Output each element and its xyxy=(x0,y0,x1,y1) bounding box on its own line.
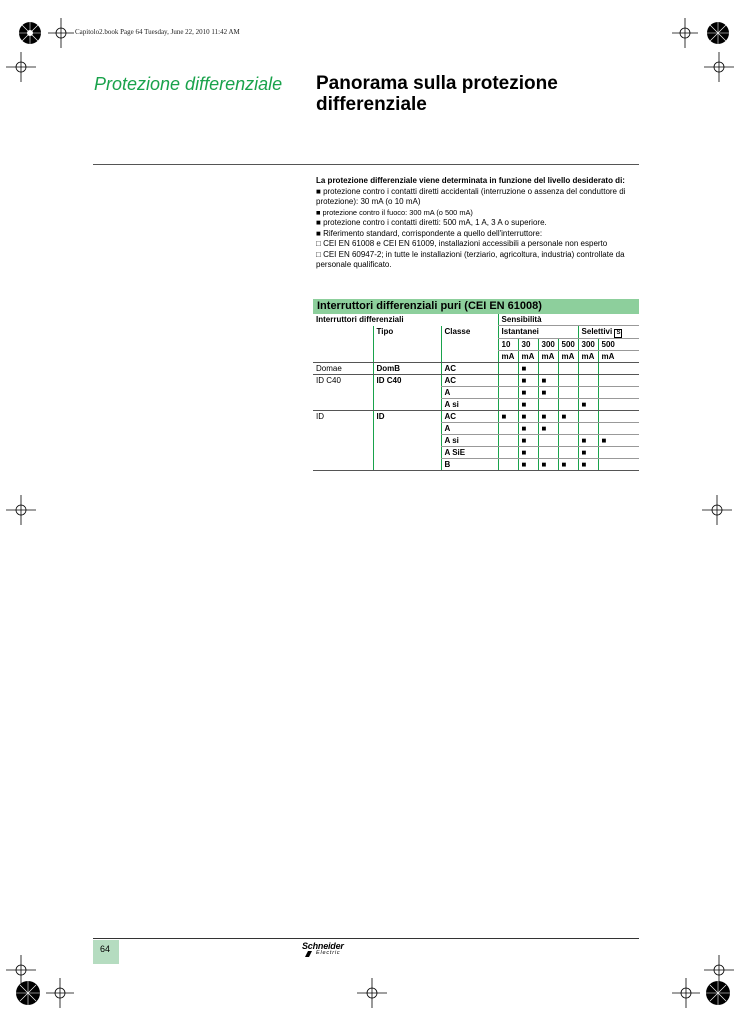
unit-label: mA xyxy=(578,351,598,363)
filled-square-icon: ■ xyxy=(538,375,558,387)
filled-square-icon: ■ xyxy=(598,435,639,447)
header-row xyxy=(313,351,639,363)
crosshair-icon xyxy=(48,18,74,48)
filled-square-icon: ■ xyxy=(558,459,578,471)
row-tipo xyxy=(373,399,441,411)
table-row xyxy=(313,423,639,435)
intro-item-text: protezione contro il fuoco: 300 mA (o 500 mA) xyxy=(322,207,473,217)
bullet: ■ xyxy=(316,207,323,217)
row-tipo xyxy=(373,387,441,399)
intro-item xyxy=(316,250,646,271)
row-classe: AC xyxy=(441,411,498,423)
filled-square-icon: ■ xyxy=(558,411,578,423)
registration-mark-icon xyxy=(10,976,46,1010)
intro-list xyxy=(316,187,646,271)
row-product xyxy=(313,435,373,447)
empty-cell xyxy=(538,399,558,411)
intro-item xyxy=(316,208,646,219)
header-istantanei: Istantanei xyxy=(498,326,578,339)
crosshair-icon xyxy=(702,495,732,525)
empty-cell xyxy=(558,435,578,447)
header-spacer xyxy=(441,351,498,363)
empty-cell xyxy=(598,399,639,411)
empty-cell xyxy=(598,423,639,435)
filled-square-icon: ■ xyxy=(518,375,538,387)
header-row xyxy=(313,339,639,351)
filled-square-icon: ■ xyxy=(518,399,538,411)
header-spacer xyxy=(313,351,373,363)
filled-square-icon: ■ xyxy=(518,435,538,447)
intro-lead: La protezione differenziale viene determinata in funzione del livello desiderato di: xyxy=(316,176,625,185)
empty-cell xyxy=(498,363,518,375)
unit-label: mA xyxy=(538,351,558,363)
intro-item xyxy=(316,239,646,250)
row-tipo xyxy=(373,435,441,447)
row-product xyxy=(313,387,373,399)
registration-mark-icon xyxy=(700,976,736,1010)
empty-cell xyxy=(558,399,578,411)
table-row xyxy=(313,459,639,471)
filled-square-icon: ■ xyxy=(578,459,598,471)
filled-square-icon: ■ xyxy=(538,387,558,399)
empty-cell xyxy=(498,375,518,387)
header-spacer xyxy=(441,339,498,351)
sensitivity-table xyxy=(313,314,639,471)
intro-item-text: protezione contro i contatti diretti: 500 mA, 1 A, 3 A o superiore. xyxy=(323,218,547,227)
filled-square-icon: ■ xyxy=(518,363,538,375)
electric-logo-icon xyxy=(303,950,314,958)
crosshair-icon xyxy=(672,978,700,1008)
table-title: Interruttori differenziali puri (CEI EN 61008) xyxy=(317,300,542,312)
crosshair-icon xyxy=(46,978,74,1008)
crosshair-icon xyxy=(672,18,698,48)
header-spacer xyxy=(313,326,373,339)
filled-square-icon: ■ xyxy=(538,459,558,471)
row-product xyxy=(313,399,373,411)
crosshair-icon xyxy=(6,52,36,82)
empty-cell xyxy=(598,387,639,399)
empty-cell xyxy=(578,423,598,435)
top-rule xyxy=(93,164,639,165)
header-spacer xyxy=(373,339,441,351)
row-tipo: ID xyxy=(373,411,441,423)
empty-cell xyxy=(558,375,578,387)
filled-square-icon: ■ xyxy=(578,399,598,411)
bullet: □ xyxy=(316,249,324,259)
sensitivity-value: 300 xyxy=(578,339,598,351)
empty-cell xyxy=(558,363,578,375)
table-row xyxy=(313,411,639,423)
empty-cell xyxy=(498,435,518,447)
header-classe: Classe xyxy=(441,326,498,339)
row-product: Domae xyxy=(313,363,373,375)
unit-label: mA xyxy=(598,351,639,363)
intro-text xyxy=(316,176,646,271)
row-classe: AC xyxy=(441,363,498,375)
empty-cell xyxy=(498,399,518,411)
row-tipo: ID C40 xyxy=(373,375,441,387)
row-classe: A SiE xyxy=(441,447,498,459)
header-sensitivity: Sensibilità xyxy=(498,314,639,326)
filled-square-icon: ■ xyxy=(498,411,518,423)
filled-square-icon: ■ xyxy=(578,447,598,459)
table-row xyxy=(313,375,639,387)
section-title: Protezione differenziale xyxy=(94,74,283,94)
intro-item-text: protezione contro i contatti diretti accidentali (interruzione o assenza del conduttore di protezione): 30 mA (o 10 mA) xyxy=(316,186,626,206)
header-tipo: Tipo xyxy=(373,326,441,339)
row-product xyxy=(313,459,373,471)
row-classe: A xyxy=(441,423,498,435)
filled-square-icon: ■ xyxy=(538,411,558,423)
header-row xyxy=(313,326,639,339)
filled-square-icon: ■ xyxy=(518,411,538,423)
unit-label: mA xyxy=(518,351,538,363)
empty-cell xyxy=(598,459,639,471)
print-header-line: Capitolo2.book Page 64 Tuesday, June 22, 2010 11:42 AM xyxy=(75,28,240,36)
brand-subname: Electric xyxy=(316,950,341,956)
intro-item xyxy=(316,218,646,229)
filled-square-icon: ■ xyxy=(578,435,598,447)
row-product: ID C40 xyxy=(316,376,341,385)
bullet: ■ xyxy=(316,186,324,196)
sensitivity-value: 500 xyxy=(558,339,578,351)
row-classe: AC xyxy=(441,375,498,387)
empty-cell xyxy=(538,363,558,375)
intro-item-text: CEI EN 61008 e CEI EN 61009, installazioni accessibili a personale non esperto xyxy=(323,239,608,248)
page-number: 64 xyxy=(100,944,111,954)
header-group: Interruttori differenziali xyxy=(316,315,404,324)
empty-cell xyxy=(578,411,598,423)
sensitivity-value: 300 xyxy=(538,339,558,351)
bullet: ■ xyxy=(316,218,324,227)
sensitivity-value: 10 xyxy=(498,339,518,351)
empty-cell xyxy=(538,447,558,459)
row-product: ID xyxy=(316,412,324,421)
intro-item-text: CEI EN 60947-2; in tutte le installazioni (terziario, agricoltura, industria) controllate da personale qualificato. xyxy=(316,249,625,269)
sensitivity-value: 500 xyxy=(598,339,639,351)
header-selettivi: Selettivi S xyxy=(578,326,639,339)
row-classe: A si xyxy=(441,399,498,411)
crosshair-icon xyxy=(357,978,387,1008)
empty-cell xyxy=(578,387,598,399)
filled-square-icon: ■ xyxy=(518,423,538,435)
row-tipo: DomB xyxy=(373,363,441,375)
row-classe: B xyxy=(441,459,498,471)
header-spacer xyxy=(373,351,441,363)
intro-item xyxy=(316,229,646,240)
sensitivity-value: 30 xyxy=(518,339,538,351)
bullet: □ xyxy=(316,239,324,248)
empty-cell xyxy=(578,375,598,387)
filled-square-icon: ■ xyxy=(518,387,538,399)
empty-cell xyxy=(498,459,518,471)
selettivi-symbol-icon: S xyxy=(616,330,621,336)
brand-name: Schneider xyxy=(302,941,344,951)
filled-square-icon: ■ xyxy=(538,423,558,435)
table-row xyxy=(313,399,639,411)
empty-cell xyxy=(598,363,639,375)
empty-cell xyxy=(558,447,578,459)
crosshair-icon xyxy=(704,52,734,82)
bottom-rule xyxy=(93,938,639,939)
row-tipo xyxy=(373,447,441,459)
row-classe: A si xyxy=(441,435,498,447)
table-row xyxy=(313,447,639,459)
bullet: ■ xyxy=(316,228,324,238)
table-row xyxy=(313,435,639,447)
empty-cell xyxy=(598,411,639,423)
empty-cell xyxy=(558,387,578,399)
row-product xyxy=(313,423,373,435)
filled-square-icon: ■ xyxy=(518,459,538,471)
brand-logo xyxy=(302,941,356,959)
table-row xyxy=(313,387,639,399)
registration-mark-icon xyxy=(700,18,736,48)
empty-cell xyxy=(558,423,578,435)
row-tipo xyxy=(373,423,441,435)
intro-item-text: Riferimento standard, corrispondente a quello dell'interruttore: xyxy=(323,228,543,238)
registration-mark-icon xyxy=(12,18,48,48)
empty-cell xyxy=(598,375,639,387)
crosshair-icon xyxy=(6,495,36,525)
empty-cell xyxy=(498,423,518,435)
empty-cell xyxy=(498,387,518,399)
table-row xyxy=(313,363,639,375)
empty-cell xyxy=(598,447,639,459)
empty-cell xyxy=(498,447,518,459)
row-classe: A xyxy=(441,387,498,399)
header-spacer xyxy=(313,339,373,351)
empty-cell xyxy=(538,435,558,447)
unit-label: mA xyxy=(498,351,518,363)
filled-square-icon: ■ xyxy=(518,447,538,459)
row-product xyxy=(313,447,373,459)
row-tipo xyxy=(373,459,441,471)
empty-cell xyxy=(578,363,598,375)
unit-label: mA xyxy=(558,351,578,363)
intro-item xyxy=(316,187,646,208)
header-row xyxy=(313,314,639,326)
page-title: Panorama sulla protezione differenziale xyxy=(316,73,558,115)
